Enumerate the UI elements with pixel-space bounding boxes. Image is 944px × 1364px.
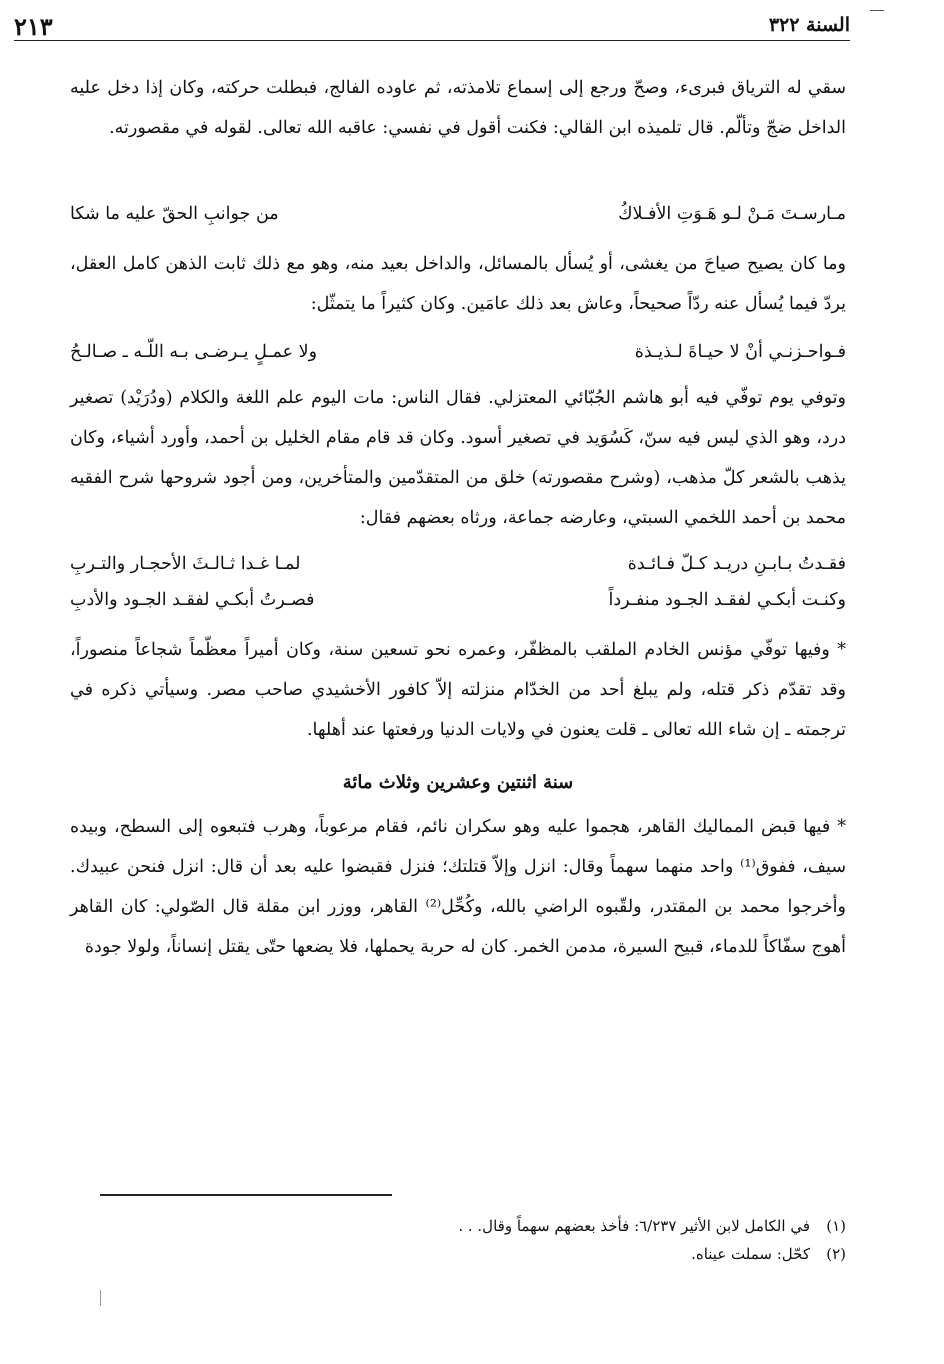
footnote-1-text: في الكامل لابن الأثير ٦/٢٣٧: فأخذ بعضهم سهماً وقال. . .	[458, 1217, 810, 1235]
footnote-2-text: كحّل: سملت عيناه.	[691, 1245, 810, 1263]
verse-3-first-hemistich: فقـدتُ بـابـنِ دريـد كـلّ فـائـدة	[627, 554, 846, 574]
verse-4-first-hemistich: وكنـت أبكـي لفقـد الجـود منفـرداً	[608, 590, 846, 610]
verse-3	[70, 546, 846, 582]
verse-3-second-hemistich: لمـا غـدا ثـالـثَ الأحجـار والتـربِ	[70, 554, 301, 574]
verse-1-first-hemistich: مـارسـتَ مَـنْ لـو هَـوَتِ الأفـلاكُ	[618, 204, 846, 224]
verse-2	[70, 334, 846, 370]
verse-1-second-hemistich: من جوانبِ الحقّ عليه ما شكا	[70, 204, 279, 224]
paragraph-3: وتوفي يوم توفّي فيه أبو هاشم الجُبّائي المعتزلي. فقال الناس: مات اليوم علم اللغة والكلام (ودُرَيْد) تصغير درد، وهو الذي ليس فيه سنّ، كَسُوَيد في تصغير أسود. وكان قد قام مقام الخليل بن أحمد، وأورد أشياء، وكان يذهب بالشعر كلّ مذهب، (وشرح مقصورته) خلق من المتقدّمين والمتأخرين، ومن أجود شروحها شرح الفقيه محمد بن أحمد اللخمي السبتي، وعارضه جماعة، ورثاه بعضهم فقال:	[70, 388, 846, 528]
footnote-1-number: (١)	[826, 1217, 846, 1235]
verse-4-second-hemistich: فصـرتُ أبكـي لفقـد الجـود والأدبِ	[70, 590, 315, 610]
main-text	[70, 68, 846, 967]
paragraph-2: وما كان يصيح صياحَ من يغشى، أو يُسأل بالمسائل، والداخل بعيد منه، وهو مع ذلك ثابت الذهن كامل العقل، يردّ فيما يُسأل عنه ردّاً صحيحاً، وعاش بعد ذلك عامَين. وكان كثيراً ما يتمثّل:	[70, 254, 846, 314]
page-edge-mark	[870, 10, 884, 11]
footnotes	[70, 1212, 846, 1268]
paragraph-5: * فيها قبض المماليك القاهر، هجموا عليه وهو سكران نائم، فقام مرعوباً، وهرب فتبعوه إلى السطح، وبيده سيف، ففوق⁽¹⁾ واحد منهما سهماً وقال: انزل وإلاّ قتلتك؛ فنزل فقبضوا عليه بعد أن قال: انزل فنحن عبيدك. وأخرجوا محمد بن المقتدر، ولقّبوه الراضي بالله، وكُحِّل⁽²⁾ القاهر، ووزر ابن مقلة قال الصّولي: كان القاهر أهوج سفّاكاً للدماء، قبيح السيرة، مدمن الخمر. كان له حربة يحملها، فلا يضعها حتّى يقتل إنساناً، ولولا جودة	[70, 817, 846, 957]
running-title: السنة ٣٢٢	[768, 14, 850, 36]
verse-4	[70, 582, 846, 618]
footnote-separator	[100, 1194, 392, 1196]
verse-2-second-hemistich: ولا عمـلٍ يـرضـى بـه اللّـه ـ صـالـحُ	[70, 342, 318, 362]
page-header	[14, 14, 850, 41]
section-title: سنة اثنتين وعشرين وثلاث مائة	[342, 772, 574, 793]
margin-tick	[100, 1290, 101, 1306]
paragraph-4: * وفيها توفّي مؤنس الخادم الملقب بالمظفّر، وعمره نحو تسعين سنة، وكان أميراً معظّماً شجاعاً منصوراً، وقد تقدّم ذكر قتله، ولم يبلغ أحد من الخدّام منزلته إلاّ كافور الأخشيدي صاحب مصر. وسيأتي ذكره في ترجمته ـ إن شاء الله تعالى ـ قلت يعنون في ولايات الدنيا ورفعتها عند أهلها.	[70, 640, 846, 740]
footnote-2-number: (٢)	[826, 1245, 846, 1263]
verse-2-first-hemistich: فـواحـزنـي أنْ لا حيـاةَ لـذيـذة	[634, 342, 846, 362]
footnote-1	[70, 1212, 846, 1240]
paragraph-1: سقي له الترياق فبرىء، وصحّ ورجع إلى إسماع تلامذته، ثم عاوده الفالج، فبطلت حركته، وكان إذا دخل عليه الداخل ضجّ وتألّم. قال تلميذه ابن القالي: فكنت أقول في نفسي: عاقبه الله تعالى. لقوله في مقصورته.	[70, 78, 846, 138]
footnote-2	[70, 1240, 846, 1268]
verse-1	[70, 196, 846, 232]
page-number: ٢١٣	[14, 12, 53, 41]
